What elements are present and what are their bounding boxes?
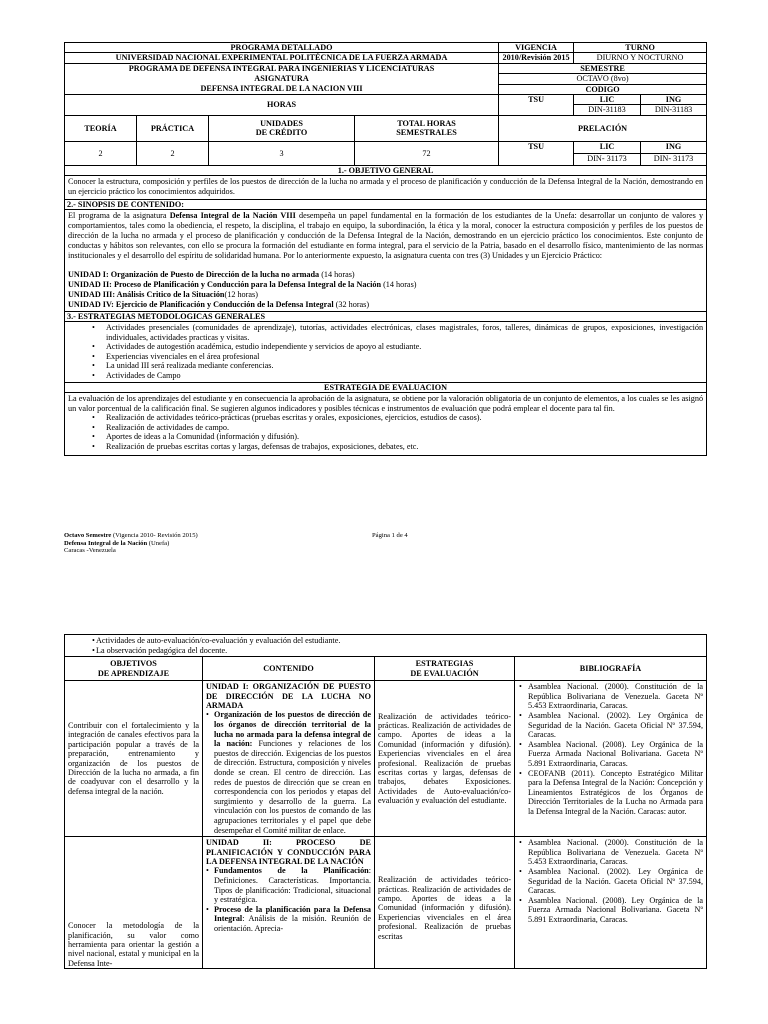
unit-3-hours: (12 horas) bbox=[224, 290, 258, 300]
list-item: • CEOFANB (2011). Concepto Estratégico Militar para la Defensa Integral de la Nación: Concepción y Lineamientos Estratégicos de los Órganos de Dirección Territoriales de la Lucha no Armada para la Defensa Integral de la Nación. Caracas: autor. bbox=[518, 769, 703, 817]
list-item: • La unidad III será realizada mediante conferencias. bbox=[68, 361, 703, 371]
row2-contenido bbox=[203, 837, 375, 969]
sinopsis-content bbox=[65, 210, 707, 311]
semestre-value: OCTAVO (8vo) bbox=[499, 74, 707, 84]
footer-line-2 bbox=[64, 540, 706, 548]
list-item: • Asamblea Nacional. (2000). Constitución de la República Bolivariana de Venezuela. Gaceta Nº 5.453 Extraordinaria, Caracas. bbox=[518, 838, 703, 867]
prelacion-tsu-label: TSU bbox=[499, 141, 574, 165]
total-horas-label bbox=[355, 115, 499, 141]
footer-vigencia: (Vigencia 2010- Revisión 2015) bbox=[111, 532, 198, 539]
th-label-line2: SEMESTRALES bbox=[396, 128, 457, 138]
list-item: • La observación pedagógica del docente. bbox=[68, 646, 703, 656]
program-header-table bbox=[64, 42, 707, 456]
list-item: • Asamblea Nacional. (2002). Ley Orgánica de Seguridad de la Nación. Gaceta Oficial Nº 37.594, Caracas. bbox=[518, 711, 703, 740]
document-page-1 bbox=[64, 42, 706, 456]
semestre-label: SEMESTRE bbox=[499, 63, 707, 73]
row1-objetivo: Contribuir con el fortalecimiento y la integración de canales efectivos para la participación popular a través de la preparación, entrenamiento y organización de los puestos de Dirección de la lucha no armada, a fin de coadyuvar con el desarrollo y la defensa integral de la nación. bbox=[65, 681, 203, 837]
evaluacion-title: ESTRATEGIA DE EVALUACION bbox=[65, 382, 707, 392]
list-item: • Actividades de auto-evaluación/co-evaluación y evaluación del estudiante. bbox=[68, 636, 703, 646]
teoria-label: TEORÍA bbox=[65, 115, 137, 141]
col-estrategias-header bbox=[375, 657, 515, 681]
list-item: • Aportes de ideas a la Comunidad (información y difusión). bbox=[68, 432, 703, 442]
estrategias-title: 3.- ESTRATEGIAS METODOLOGICAS GENERALES bbox=[65, 311, 707, 321]
program-name: PROGRAMA DE DEFENSA INTEGRAL PARA INGENIERIAS Y LICENCIATURAS bbox=[65, 63, 499, 73]
practica-value: 2 bbox=[137, 141, 209, 165]
list-item bbox=[206, 905, 371, 934]
objetivos-header-line1: OBJETIVOS bbox=[110, 659, 157, 669]
page-number: Página 1 de 4 bbox=[372, 532, 408, 539]
unidades-credito-label bbox=[209, 115, 355, 141]
table-row bbox=[65, 681, 707, 837]
row2-unit-title: UNIDAD II: PROCESO DE PLANIFICACIÓN Y CONDUCCIÓN PARA LA DEFENSA INTEGRAL DE LA NACIÓN bbox=[206, 838, 371, 866]
list-item: • Realización de pruebas escritas cortas y largas, defensas de trabajos, exposiciones, debates, etc. bbox=[68, 442, 703, 452]
uc-label-line2: DE CRÉDITO bbox=[255, 128, 308, 138]
list-item: • Realización de actividades de campo. bbox=[68, 423, 703, 433]
estrategias-header-line1: ESTRATEGIAS bbox=[415, 659, 474, 669]
codigo-lic-label: LIC bbox=[574, 95, 641, 105]
evaluacion-list bbox=[68, 413, 703, 451]
turno-label: TURNO bbox=[574, 43, 707, 53]
unit-2-hours: (14 horas) bbox=[381, 280, 417, 290]
row1-estrategias: Realización de actividades teórico-prácticas. Realización de actividades de campo. Aportes de ideas a la Comunidad (información y difusión). Experiencias vivenciales en el área profesional. Realización de pruebas escritas cortas y largas, defensas de trabajos, debates Exposiciones. Actividades de Auto-evaluación/co-evaluación y evaluación del estudiante. bbox=[375, 681, 515, 837]
list-item: • Actividades de autogestión académica, estudio independiente y servicios de apoyo al estudiante. bbox=[68, 342, 703, 352]
row1-content-bold: Organización de los puestos de dirección de los órganos de dirección territorial de la lucha no armada para la defensa integral de la nación: bbox=[214, 710, 371, 749]
asignatura-value: DEFENSA INTEGRAL DE LA NACION VIII bbox=[65, 84, 499, 94]
list-item: • Actividades presenciales (comunidades de aprendizaje), tutorías, actividades electrónicas, clases magistrales, foros, talleres, dinámicas de grupos, exposiciones, investigación individuales, actividades practicas y visitas. bbox=[68, 323, 703, 342]
row1-contenido bbox=[203, 681, 375, 837]
row2-objetivo: Conocer la metodología de la planificación, su valor como herramienta para orientar la gestión a nivel nacional, estatal y municipal en la Defensa Inte- bbox=[65, 837, 203, 969]
prelacion-label: PRELACIÓN bbox=[499, 115, 707, 141]
continued-evaluation-list bbox=[68, 636, 703, 655]
content-table bbox=[64, 634, 707, 969]
row2-c1-rest: : Definiciones. Características. Importancia. Tipos de planificación: Tradicional, situacional y estratégica. bbox=[214, 866, 371, 905]
university-name: UNIVERSIDAD NACIONAL EXPERIMENTAL POLITÉCNICA DE LA FUERZA ARMADA bbox=[65, 53, 499, 63]
practica-label: PRÁCTICA bbox=[137, 115, 209, 141]
unit-1 bbox=[68, 270, 703, 280]
unit-3 bbox=[68, 290, 703, 300]
row2-c1-bold: Fundamentos de la Planificación bbox=[214, 866, 369, 876]
row1-unit-title: UNIDAD I: ORGANIZACIÓN DE PUESTO DE DIRECCIÓN DE LA LUCHA NO ARMADA bbox=[206, 682, 371, 710]
evaluacion-content bbox=[65, 393, 707, 456]
footer-institution: (Unefa) bbox=[147, 539, 170, 547]
codigo-label: CODIGO bbox=[499, 84, 707, 94]
sinopsis-paragraph bbox=[68, 211, 703, 260]
program-title: PROGRAMA DETALLADO bbox=[65, 43, 499, 53]
sinopsis-text-c: desempeña un papel fundamental en la formación de los estudiantes de la Unefa: desarrollar un conjunto de valores y comportamientos, tales como la obediencia, el respeto, la disciplina, el trabajo en equipo, la subordinación, la ética y la moral, conocer la estructura composición y perfiles de los puestos de dirección de la lucha no armada y el proceso de planificación y conducción de la Defensa Integral de la Nación, demostrando en un ejercicio práctico los conocimientos. Este conjunto de conductas y hábitos son relevantes, con ello se procura la formación del estudiante en forma integral, para el servicio de la Patria, basado en el desarrollo físico, mantenimiento de las normas institucionales y el desarrollo del espíritu de solidaridad humana. Por lo anteriormente expuesto, la asignatura cuenta con tres (3) Unidades y un Ejercicio Práctico: bbox=[68, 211, 704, 260]
col-objetivos-header bbox=[65, 657, 203, 681]
unit-1-name: UNIDAD I: Organización de Puesto de Dirección de la lucha no armada bbox=[68, 270, 320, 280]
footer-course: Defensa Integral de la Nación bbox=[64, 539, 148, 547]
row2-bib-list bbox=[518, 838, 703, 924]
row1-bib-list bbox=[518, 682, 703, 816]
list-item bbox=[206, 710, 371, 835]
page-footer bbox=[64, 532, 706, 555]
footer-semester: Octavo Semestre bbox=[64, 532, 112, 539]
list-item: • Actividades de Campo bbox=[68, 371, 703, 381]
table-row bbox=[65, 837, 707, 969]
document-page-2 bbox=[64, 634, 706, 969]
unit-1-hours: (14 horas) bbox=[319, 270, 355, 280]
turno-value: DIURNO Y NOCTURNO bbox=[574, 53, 707, 63]
objetivo-general-text: Conocer la estructura, composición y perfiles de los puestos de dirección de la lucha no armada y el proceso de planificación y conducción de la Defensa Integral de la Nación, demostrando en un ejercicio práctico los conocimientos adquiridos. bbox=[65, 176, 707, 200]
list-item bbox=[206, 866, 371, 904]
prelacion-lic-label: LIC bbox=[574, 141, 641, 153]
uc-label-line1: UNIDADES bbox=[260, 118, 303, 128]
objetivo-general-title: 1.- OBJETIVO GENERAL bbox=[65, 165, 707, 175]
unit-3-name: UNIDAD III: Análisis Critico de la Situación bbox=[68, 290, 225, 300]
sinopsis-text-a: El programa de la asignatura bbox=[68, 211, 170, 221]
estrategias-header-line2: DE EVALUACIÓN bbox=[410, 668, 479, 678]
col-bibliografia-header: BIBLIOGRAFÍA bbox=[515, 657, 707, 681]
prelacion-ing-value: DIN- 31173 bbox=[641, 153, 707, 165]
sinopsis-text-bold: Defensa Integral de la Nación VIII bbox=[169, 211, 296, 221]
footer-line-3: Caracas -Venezuela bbox=[64, 547, 116, 555]
list-item: • Experiencias vivenciales en el área profesional bbox=[68, 352, 703, 362]
list-item: • Asamblea Nacional. (2008). Ley Orgánica de la Fuerza Armada Nacional Bolivariana. Gaceta Nº 5.891 Extraordinaria, Caracas. bbox=[518, 740, 703, 769]
row1-bibliografia bbox=[515, 681, 707, 837]
objetivos-header-line2: DE APRENDIZAJE bbox=[97, 668, 170, 678]
estrategias-list-cell bbox=[65, 322, 707, 383]
row2-content-list bbox=[206, 866, 371, 933]
codigo-ing-value: DIN-31183 bbox=[641, 105, 707, 115]
row1-content-list bbox=[206, 710, 371, 835]
list-item: • Asamblea Nacional. (2000). Constitución de la República Bolivariana de Venezuela. Gaceta Nº 5.453 Extraordinaria, Caracas. bbox=[518, 682, 703, 711]
th-label-line1: TOTAL HORAS bbox=[397, 118, 456, 128]
row1-content-rest: Funciones y relaciones de los puestos de dirección. Exigencias de los puestos de dirección. Estructura, composición y niveles donde se crean. El centro de dirección. Las redes de puestos de dirección que se crean en correspondencia con los periodos y etapas del surgimiento y desarrollo de la guerra. La vinculación con los puestos de comando de las agrupaciones territoriales y el papel que debe desempeñar el Comité militar de enlace. bbox=[214, 739, 371, 835]
row2-c2-rest: : Análisis de la misión. Reunión de orientación. Aprecia- bbox=[214, 914, 371, 933]
sinopsis-title: 2.- SINOPSIS DE CONTENIDO: bbox=[65, 200, 707, 210]
vigencia-label: VIGENCIA bbox=[499, 43, 574, 53]
row2-estrategias: Realización de actividades teórico-prácticas. Realización de actividades de campo. Aportes de ideas a la Comunidad (información y difusión). Experiencias vivenciales en el área profesional. Realización de pruebas escritas bbox=[375, 837, 515, 969]
codigo-lic-value: DIN-31183 bbox=[574, 105, 641, 115]
evaluacion-text: La evaluación de los aprendizajes del estudiante y en consecuencia la aprobación de la asignatura, se obtiene por la valoración obligatoria de un conjunto de elementos, a los cuales se les asignó un valor porcentual de la calificación final. Se sugieren algunos indicadores y posibles técnicas e instrumentos de evaluación que podrá emplear el docente para tal fin. bbox=[68, 394, 704, 413]
unit-4-hours: (32 horas) bbox=[333, 299, 370, 309]
col-contenido-header: CONTENIDO bbox=[203, 657, 375, 681]
horas-label: HORAS bbox=[65, 95, 499, 116]
list-item: • Realización de actividades teórico-prácticas (pruebas escritas y orales, exposiciones, ejercicios, estudios de casos). bbox=[68, 413, 703, 423]
teoria-value: 2 bbox=[65, 141, 137, 165]
row2-c2-bold: Proceso de la planificación para la Defensa Integral bbox=[214, 904, 371, 924]
uc-value: 3 bbox=[209, 141, 355, 165]
codigo-tsu-label: TSU bbox=[499, 95, 574, 116]
prelacion-ing-label: ING bbox=[641, 141, 707, 153]
unit-4 bbox=[68, 300, 703, 310]
total-horas-value: 72 bbox=[355, 141, 499, 165]
list-item: • Asamblea Nacional. (2008). Ley Orgánica de la Fuerza Armada Nacional Bolivariana. Gaceta Nº 5.891 Extraordinaria, Caracas. bbox=[518, 896, 703, 925]
continued-evaluation-cell bbox=[65, 635, 707, 657]
prelacion-lic-value: DIN- 31173 bbox=[574, 153, 641, 165]
unit-2-name: UNIDAD II: Proceso de Planificación y Conducción para la Defensa Integral de la Nación bbox=[68, 280, 382, 290]
codigo-ing-label: ING bbox=[641, 95, 707, 105]
unit-2 bbox=[68, 280, 703, 290]
unit-4-name: UNIDAD IV: Ejercicio de Planificación y Conducción de la Defensa Integral bbox=[68, 299, 334, 309]
list-item: • Asamblea Nacional. (2002). Ley Orgánica de Seguridad de la Nación. Gaceta Oficial Nº 37.594, Caracas. bbox=[518, 867, 703, 896]
asignatura-label: ASIGNATURA bbox=[65, 74, 499, 84]
vigencia-value: 2010/Revisión 2015 bbox=[499, 53, 574, 63]
estrategias-list bbox=[68, 323, 703, 381]
row2-bibliografia bbox=[515, 837, 707, 969]
